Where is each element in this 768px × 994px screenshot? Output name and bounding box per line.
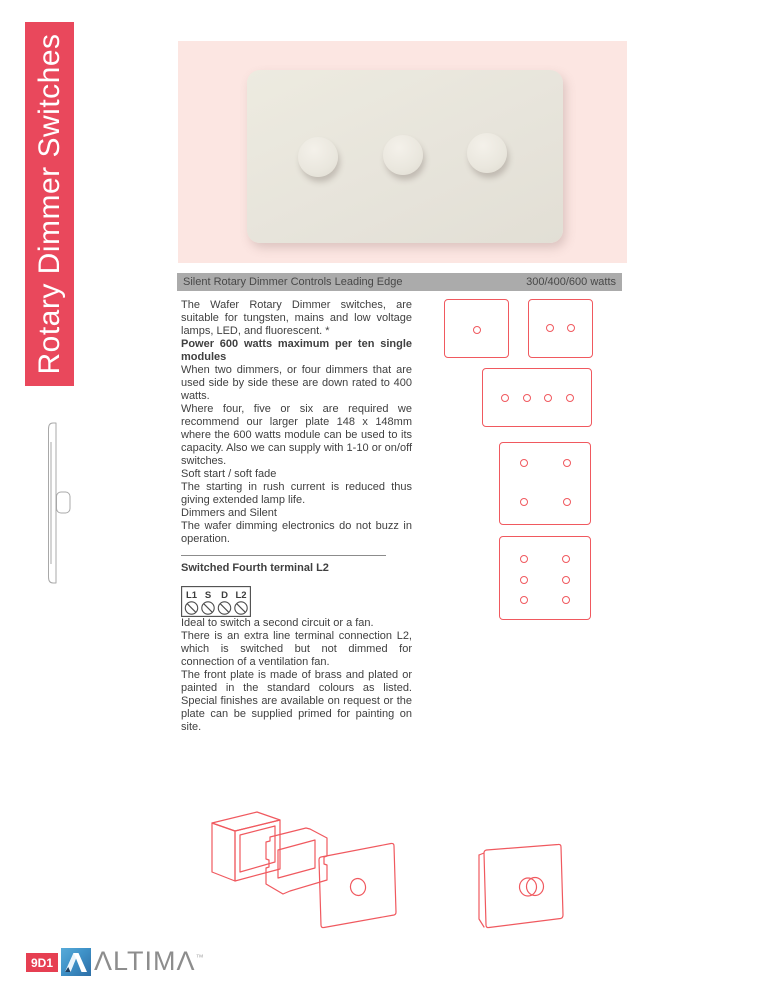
brand-logo-text: ΛLTIMΛ™ [94, 946, 204, 976]
knob-mark [520, 596, 528, 604]
silent-heading: Dimmers and Silent [181, 507, 277, 519]
screw-terminal-icon [235, 601, 247, 613]
trademark-mark: ™ [195, 953, 204, 962]
knob-mark [523, 394, 531, 402]
knob-mark [562, 596, 570, 604]
dimmer-front-plate [247, 70, 563, 243]
page-banner [25, 22, 74, 386]
knob-mark [520, 555, 528, 563]
knob-mark [544, 394, 552, 402]
knob-mark [546, 324, 554, 332]
wattage-rating: 300/400/600 watts [526, 276, 616, 288]
terminal-label: L2 [235, 589, 247, 601]
power-paragraph: When two dimmers, or four dimmers that are used side by side these are down rated to 400 watts. [181, 364, 412, 402]
soft-start-heading: Soft start / soft fade [181, 468, 277, 480]
intro-paragraph: The Wafer Rotary Dimmer switches, are suitable for tungsten, mains and low voltage lamps, LED, and fluorescent. * [181, 299, 412, 337]
plate-diagram-2gang [528, 299, 593, 358]
altima-logo-icon [61, 948, 91, 976]
l2-paragraph: There is an extra line terminal connection L2, which is switched but not dimmed for connection of a ventilation fan. [181, 629, 412, 668]
page-title: Rotary Dimmer Switches [32, 33, 66, 375]
dimmer-knob [298, 137, 338, 177]
knob-mark [520, 576, 528, 584]
knob-mark [562, 555, 570, 563]
knob-mark [520, 498, 528, 506]
front-plate-paragraph: The front plate is made of brass and plated or painted in the standard colours as listed. Special finishes are available on request or the plate can be supplied primed for painting on site. [181, 668, 412, 733]
knob-mark [562, 576, 570, 584]
terminal-label: L1 [185, 589, 198, 601]
plate-diagram-6gang-square [499, 536, 591, 620]
product-photo [178, 41, 627, 263]
knob-mark [520, 459, 528, 467]
knob-mark [563, 498, 571, 506]
terminal-block-diagram [181, 586, 251, 617]
dimmer-knob [467, 133, 507, 173]
terminal-caption: Ideal to switch a second circuit or a fan. [181, 616, 374, 629]
terminal-label: S [204, 589, 212, 601]
screw-terminal-icon [202, 601, 214, 613]
plate-diagram-4gang-wide [482, 368, 592, 427]
exploded-assembly-drawing [200, 806, 400, 932]
section-divider [181, 555, 386, 556]
plate-diagram-1gang [444, 299, 509, 358]
larger-plate-paragraph: Where four, five or six are required we recommend our larger plate 148 x 148mm where the 600 watts module can be used to its capacity. Also we can supply with 1-10 or on/off switches. [181, 403, 412, 467]
section-title: Silent Rotary Dimmer Controls Leading Edge [183, 276, 403, 288]
knob-mark [473, 326, 481, 334]
power-heading: Power 600 watts maximum per ten single modules [181, 338, 412, 363]
assembled-dimmer-drawing [472, 840, 568, 932]
plate-side-profile-drawing [44, 420, 74, 588]
plate-diagram-4gang-square [499, 442, 591, 525]
dimmer-knob [383, 135, 423, 175]
page-code: 9D1 [30, 955, 53, 970]
screw-terminal-icon [185, 601, 197, 613]
knob-mark [501, 394, 509, 402]
silent-paragraph: The wafer dimming electronics do not buzz in operation. [181, 520, 412, 545]
knob-mark [566, 394, 574, 402]
knob-mark [567, 324, 575, 332]
section-header-bar [177, 273, 622, 291]
knob-mark [563, 459, 571, 467]
screw-terminal-icon [218, 601, 230, 613]
terminal-label: D [221, 589, 228, 601]
l2-heading: Switched Fourth terminal L2 [181, 561, 329, 574]
body-text-column [181, 299, 412, 734]
soft-start-paragraph: The starting in rush current is reduced thus giving extended lamp life. [181, 481, 412, 506]
page-code-badge [26, 953, 58, 972]
